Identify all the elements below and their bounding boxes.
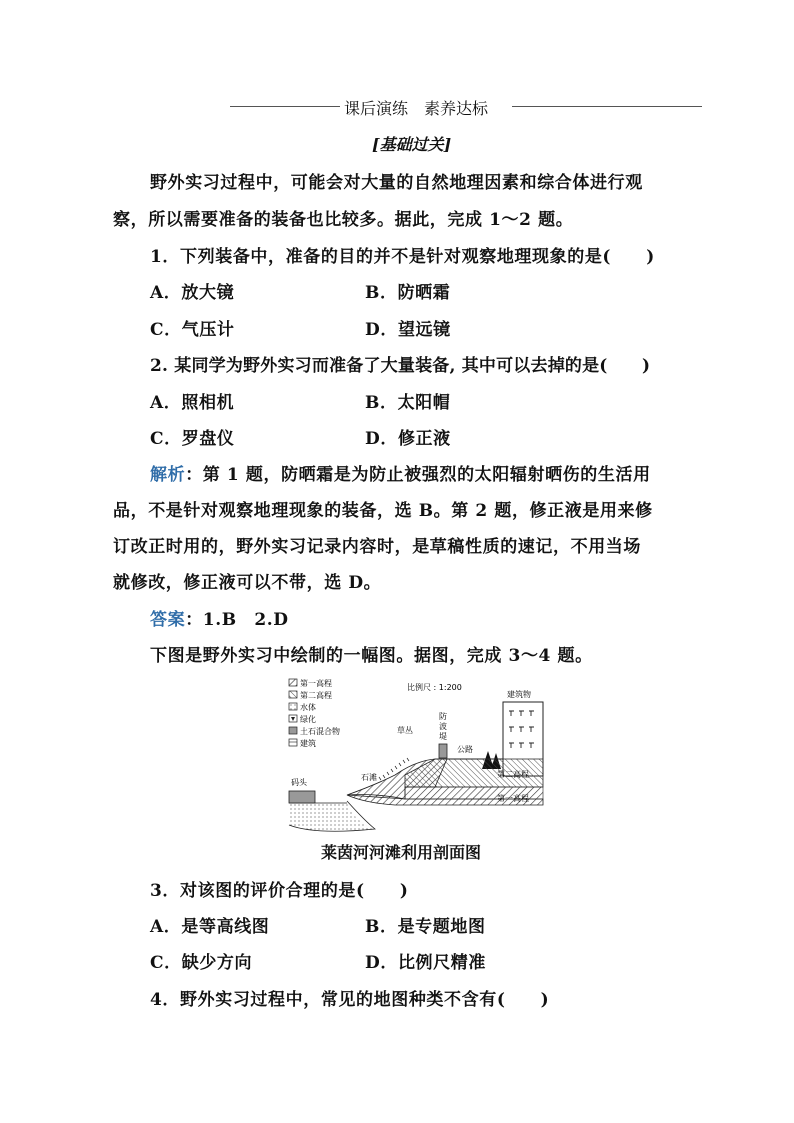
analysis-line-1 [150,460,651,485]
dike-shape [439,744,447,758]
q2-option-d: D．修正液 [365,429,451,449]
legend-item-5: 土石混合物 [300,727,340,736]
intro-line-2: 察，所以需要准备的装备也比较多。据此，完成 1～2 题。 [113,210,574,230]
label-dike-2: 波 [439,722,447,731]
q1-stem: 1．下列装备中，准备的目的并不是针对观察地理现象的是( ) [150,247,655,267]
analysis-line-2: 品，不是针对观察地理现象的装备，选 B。第 2 题，修正液是用来修 [113,501,653,521]
answer-text: ：1.B 2.D [185,610,289,630]
answer-line [150,605,289,630]
label-beach: 石滩 [361,773,377,782]
q4-stem: 4．野外实习过程中，常见的地图种类不含有( ) [150,990,550,1010]
intro2-line: 下图是野外实习中绘制的一幅图。据图，完成 3～4 题。 [150,646,593,666]
answer-label: 答案 [150,610,186,630]
section-label: [基础过关] [372,135,452,154]
scale-label: 比例尺 : 1:200 [407,683,462,692]
analysis-line-3: 订改正时用的，野外实习记录内容时，是草稿性质的速记，不用当场 [113,537,641,557]
header-title: 课后演练 素养达标 [344,99,489,118]
label-level2: 第二高程 [497,770,529,779]
header-rule-right [512,106,702,107]
dock-shape [289,791,315,803]
legend-item-2: 第二高程 [300,691,332,700]
analysis-label: 解析 [150,465,186,485]
legend-item-4: 绿化 [300,715,316,724]
header-rule-left [230,106,340,107]
label-level1: 第一高程 [497,794,529,803]
q2-option-b: B．太阳帽 [365,393,451,413]
intro-line-1: 野外实习过程中，可能会对大量的自然地理因素和综合体进行观 [150,173,643,193]
q3-option-a: A．是等高线图 [150,917,270,937]
q2-option-c: C．罗盘仪 [150,429,235,449]
legend-item-3: 水体 [300,703,316,712]
q1-option-a: A．放大镜 [150,283,235,303]
q1-option-b: B．防晒霜 [365,283,451,303]
legend-item-6: 建筑 [300,739,316,748]
label-dike-1: 防 [439,712,447,721]
analysis-text-1: ：第 1 题，防晒霜是为防止被强烈的太阳辐射晒伤的生活用 [185,465,651,485]
q3-option-d: D．比例尺精准 [365,953,486,973]
legend-item-1: 第一高程 [300,679,332,688]
q3-option-b: B．是专题地图 [365,917,486,937]
figure-caption: 莱茵河河滩利用剖面图 [321,843,482,862]
q1-option-d: D．望远镜 [365,320,451,340]
analysis-line-4: 就修改，修正液可以不带，选 D。 [113,573,382,593]
legend [289,678,340,748]
q3-option-c: C．缺少方向 [150,953,253,973]
q2-option-a: A．照相机 [150,393,235,413]
q3-stem: 3．对该图的评价合理的是( ) [150,881,409,901]
label-dock: 码头 [291,778,307,787]
label-road: 公路 [457,745,473,754]
q2-stem: 2. 某同学为野外实习而准备了大量装备, 其中可以去掉的是( ) [150,356,651,376]
label-grass: 草丛 [397,726,413,735]
label-dike-3: 堤 [439,732,447,741]
label-building: 建筑物 [507,690,531,699]
profile-figure [285,675,545,835]
q1-option-c: C．气压计 [150,320,235,340]
